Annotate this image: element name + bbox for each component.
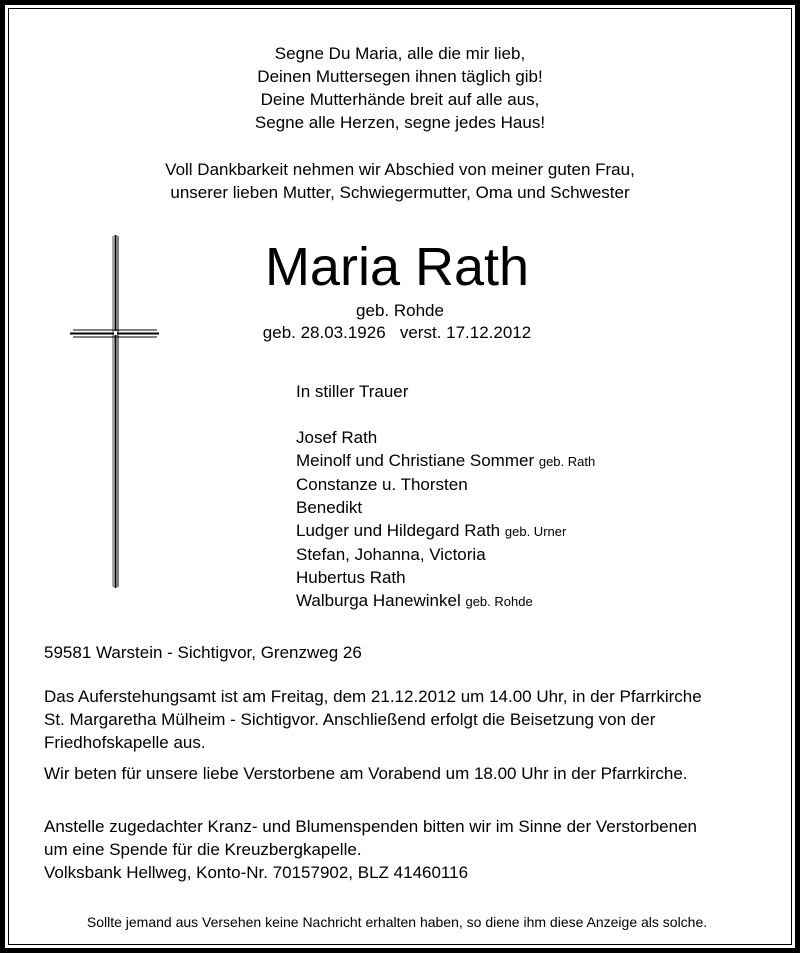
mourner-note: geb. Rohde [465,594,533,609]
mourner-name: Benedikt [296,498,363,517]
mourner-item [296,519,595,543]
footer-note: Sollte jemand aus Versehen keine Nachricht erhalten haben, so diene ihm diese Anzeige als solche. [86,914,708,930]
mourners-heading: In stiller Trauer [296,382,409,401]
donation-line: um eine Spende für die Kreuzbergkapelle. [44,840,362,859]
mourner-item [296,473,595,496]
donation-info [44,815,764,884]
mourner-item [296,449,595,473]
mourner-note: geb. Urner [504,524,567,539]
service-info [44,685,764,754]
service-line: Das Auferstehungsamt ist am Freitag, dem 21.12.2012 um 14.00 Uhr, in der Pfarrkirche [44,687,702,706]
maiden-name: geb. Rohde [356,301,444,320]
mourner-item [296,426,595,449]
mourner-name: Meinolf und Christiane Sommer [296,451,535,470]
mourner-item [296,543,595,566]
service-line: St. Margaretha Mülheim - Sichtigvor. Anschließend erfolgt die Beisetzung von der [44,710,656,729]
intro-line: unserer lieben Mutter, Schwiegermutter, Oma und Schwester [170,183,630,202]
deceased-name: Maria Rath [264,237,530,297]
intro-line: Voll Dankbarkeit nehmen wir Abschied von meiner guten Frau, [165,160,635,179]
donation-line: Volksbank Hellweg, Konto-Nr. 70157902, BLZ 41460116 [44,863,469,882]
mourners-block [296,380,595,613]
service-line: Friedhofskapelle aus. [44,733,206,752]
mourner-item [296,566,595,589]
mourner-name: Josef Rath [296,428,378,447]
prayer-info: Wir beten für unsere liebe Verstorbene am Vorabend um 18.00 Uhr in der Pfarrkirche. [44,764,688,783]
mourner-name: Constanze u. Thorsten [296,475,468,494]
mourner-note: geb. Rath [538,454,596,469]
mourner-name: Walburga Hanewinkel [296,591,461,610]
mourner-name: Stefan, Johanna, Victoria [296,545,486,564]
mourner-name: Ludger und Hildegard Rath [296,521,501,540]
verse-line: Segne Du Maria, alle die mir lieb, [274,44,526,63]
mourner-item [296,589,595,613]
mourner-name: Hubertus Rath [296,568,406,587]
verse-line: Deinen Muttersegen ihnen täglich gib! [257,67,543,86]
verse-line: Segne alle Herzen, segne jedes Haus! [254,113,546,132]
donation-line: Anstelle zugedachter Kranz- und Blumenspenden bitten wir im Sinne der Verstorbenen [44,817,697,836]
mourner-item [296,496,595,519]
life-dates: geb. 28.03.1926 verst. 17.12.2012 [262,323,532,342]
address: 59581 Warstein - Sichtigvor, Grenzweg 26 [44,643,362,662]
verse-line: Deine Mutterhände breit auf alle aus, [260,90,540,109]
